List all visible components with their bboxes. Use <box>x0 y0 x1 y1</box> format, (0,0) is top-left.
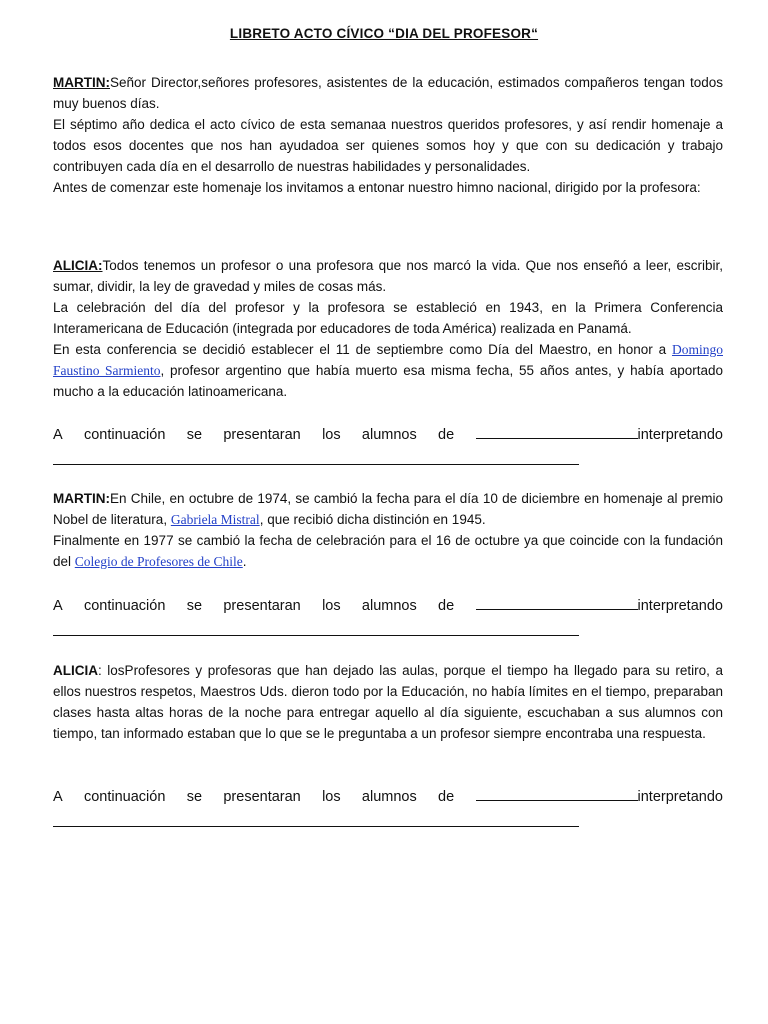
continuation-row <box>53 424 723 446</box>
fill-blank-short <box>476 424 638 439</box>
continuation-row <box>53 595 723 617</box>
fill-blank-short <box>476 786 638 801</box>
paragraph-text: Todos tenemos un profesor o una profesora que nos marcó la vida. Que nos enseñó a leer, escribir, sumar, dividir, la ley de gravedad y miles de cosas más. <box>53 258 723 294</box>
paragraph-text: : losProfesores y profesoras que han dejado las aulas, porque el tiempo ha llegado para su retiro, a ellos nuestros respetos, Maestros Uds. dieron todo por la Educación, no había límites en el tiempo, preparaban clases hasta altas horas de la noche para entregar aquello al día siguiente, escuchaban a sus alumnos con tiempo, tan informado estaban que lo que se le preguntaba a un profesor siempre encontraba una respuesta. <box>53 663 723 741</box>
word: los <box>322 789 341 805</box>
word: interpretando <box>637 598 723 614</box>
link-gabriela-mistral[interactable]: Gabriela Mistral <box>170 512 260 527</box>
page-title: LIBRETO ACTO CÍVICO “DIA DEL PROFESOR“ <box>229 26 539 41</box>
word: A <box>53 598 63 614</box>
paragraph-text: Señor Director,señores profesores, asistentes de la educación, estimados compañeros tengan todos muy buenos días. <box>53 75 723 111</box>
fill-blank-long <box>53 810 579 827</box>
word: los <box>322 598 341 614</box>
word: interpretando <box>637 789 723 805</box>
paragraph-text: , que recibió dicha distinción en 1945. <box>259 512 486 527</box>
word: se <box>186 598 203 614</box>
word: de <box>438 598 455 614</box>
fill-blank-short <box>476 595 638 610</box>
continuation-row <box>53 786 723 808</box>
paragraph-text: , profesor argentino que había muerto esa misma fecha, 55 años antes, y había aportado mucho a la educación latinoamericana. <box>53 363 724 399</box>
word: continuación <box>83 789 166 805</box>
word: presentaran <box>223 598 301 614</box>
paragraph: Antes de comenzar este homenaje los invitamos a entonar nuestro himno nacional, dirigido por la profesora: <box>53 180 701 195</box>
continuation-line-1 <box>53 424 723 465</box>
speaker-label: MARTIN: <box>53 491 110 506</box>
fill-blank-long <box>53 619 579 636</box>
link-colegio-profesores[interactable]: Colegio de Profesores de Chile <box>74 554 243 569</box>
speaker-label: MARTIN: <box>53 75 110 90</box>
section-alicia-retired <box>53 660 723 744</box>
section-martin-chile <box>53 488 723 572</box>
speaker-label: ALICIA: <box>53 258 103 273</box>
fill-blank-group <box>476 786 723 808</box>
fill-blank-group <box>476 595 723 617</box>
word: continuación <box>83 427 166 443</box>
paragraph-text: Finalmente en 1977 se cambió la fecha de celebración para el 16 de octubre ya que coincide con la fundación del <box>53 533 723 569</box>
word: interpretando <box>637 427 723 443</box>
word: de <box>438 789 455 805</box>
section-alicia-history <box>53 255 723 402</box>
paragraph <box>53 660 723 744</box>
word: presentaran <box>223 427 301 443</box>
paragraph <box>53 255 723 297</box>
word: continuación <box>83 598 166 614</box>
link-sarmiento[interactable]: Domingo Faustino Sarmiento <box>53 342 723 378</box>
paragraph: La celebración del día del profesor y la profesora se estableció en 1943, en la Primera Conferencia Interamericana de Educación (integrada por educadores de toda América) realizada en Panamá. <box>53 300 723 336</box>
continuation-line-2 <box>53 595 723 636</box>
word: alumnos <box>361 789 417 805</box>
paragraph-text: . <box>242 554 247 569</box>
speaker-label: ALICIA <box>53 663 98 678</box>
word: alumnos <box>361 427 417 443</box>
paragraph: El séptimo año dedica el acto cívico de esta semanaa nuestros queridos profesores, y así rendir homenaje a todos esos docentes que nos han ayudadoa ser quienes somos hoy y que con su dedicación y trabajo contribuyen cada día en el desarrollo de nuestras habilidades y personalidades. <box>53 117 723 174</box>
word: A <box>53 789 63 805</box>
word: se <box>186 427 203 443</box>
word: A <box>53 427 63 443</box>
word: de <box>438 427 455 443</box>
paragraph <box>53 72 723 114</box>
paragraph <box>53 530 723 572</box>
paragraph-text: En esta conferencia se decidió establecer el 11 de septiembre como Día del Maestro, en honor a <box>53 342 672 357</box>
paragraph <box>53 488 723 530</box>
word: los <box>322 427 341 443</box>
word: se <box>186 789 203 805</box>
word: alumnos <box>361 598 417 614</box>
word: presentaran <box>223 789 301 805</box>
paragraph-text: En Chile, en octubre de 1974, se cambió la fecha para el día 10 de diciembre en homenaje al premio Nobel de literatura, <box>53 491 723 527</box>
fill-blank-long <box>53 448 579 465</box>
continuation-line-3 <box>53 786 723 827</box>
paragraph <box>53 339 723 402</box>
fill-blank-group <box>476 424 723 446</box>
section-martin-intro <box>53 72 723 198</box>
